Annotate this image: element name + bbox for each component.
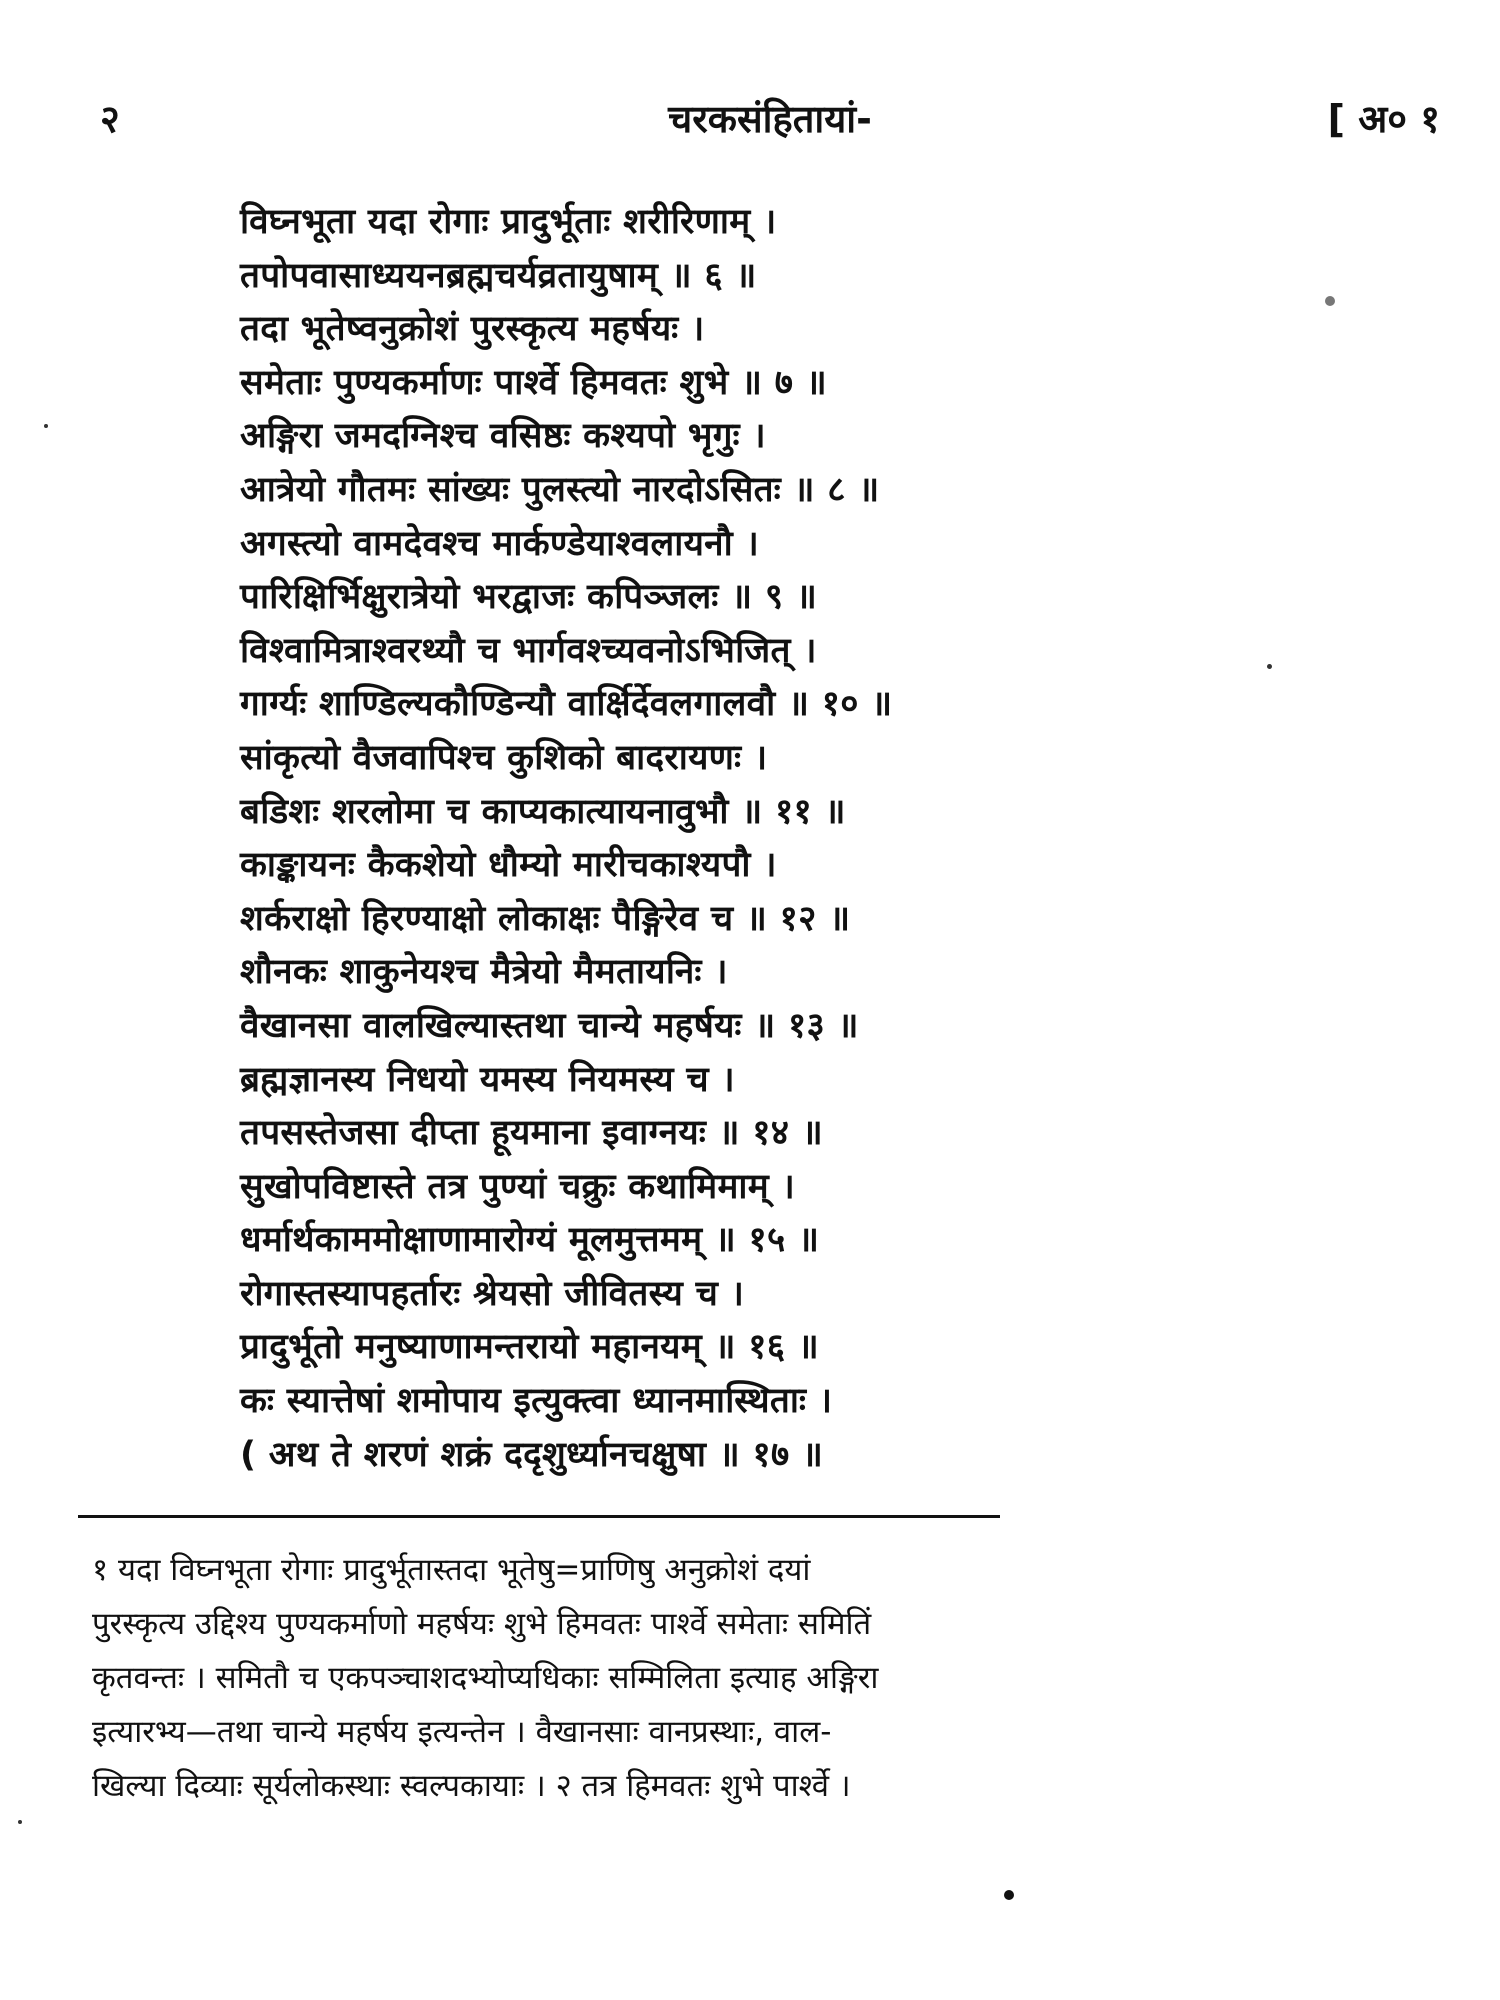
- ink-speck: [1267, 664, 1272, 669]
- footnote-line: इत्यारभ्य—तथा चान्ये महर्षय इत्यन्तेन । वैखानसाः वानप्रस्थाः, वाल-: [92, 1714, 832, 1750]
- verse-line: शर्कराक्षो हिरण्याक्षो लोकाक्षः पैङ्गिरेव च ॥ १२ ॥: [240, 898, 851, 939]
- verse-line: पारिक्षिर्भिक्षुरात्रेयो भरद्वाजः कपिञ्जलः ॥ ९ ॥: [240, 577, 818, 618]
- verse-line: बडिशः शरलोमा च काप्यकात्यायनावुभौ ॥ ११ ॥: [240, 791, 846, 832]
- verse-line: ब्रह्मज्ञानस्य निधयो यमस्य नियमस्य च ।: [240, 1059, 735, 1100]
- verse-line: तपसस्तेजसा दीप्ता हूयमाना इवाग्नयः ॥ १४ ॥: [240, 1113, 824, 1154]
- verse-line: शौनकः शाकुनेयश्च मैत्रेयो मैमतायनिः ।: [240, 952, 728, 993]
- verse-line: रोगास्तस्यापहर्तारः श्रेयसो जीवितस्य च ।: [240, 1273, 745, 1314]
- verse-line: धर्मार्थकाममोक्षाणामारोग्यं मूलमुत्तमम् ॥ १५ ॥: [240, 1220, 820, 1261]
- verse-line: प्रादुर्भूतो मनुष्याणामन्तरायो महानयम् ॥ १६ ॥: [240, 1327, 819, 1368]
- ink-speck: [44, 424, 48, 428]
- verse-line: आत्रेयो गौतमः सांख्यः पुलस्त्यो नारदोऽसितः ॥ ८ ॥: [240, 469, 880, 510]
- verse-line: विघ्नभूता यदा रोगाः प्रादुर्भूताः शरीरिणाम् ।: [240, 202, 777, 242]
- page-header: [100, 92, 1440, 156]
- ink-speck: [18, 1820, 22, 1824]
- footnote-divider: [78, 1515, 1000, 1518]
- verse-line: तदा भूतेष्वनुक्रोशं पुरस्कृत्य महर्षयः ।: [240, 309, 705, 350]
- verse-line: गार्ग्यः शाण्डिल्यकौण्डिन्यौ वार्क्षिर्देवलगालवौ ॥ १० ॥: [240, 684, 893, 725]
- verse-line: कः स्यात्तेषां शमोपाय इत्युक्त्वा ध्यानमास्थिताः ।: [240, 1381, 833, 1422]
- ink-speck: [1325, 296, 1335, 306]
- verse-block: [240, 196, 1370, 1482]
- verse-line: अङ्गिरा जमदग्निश्च वसिष्ठः कश्यपो भृगुः ।: [240, 416, 766, 457]
- verse-line: सांकृत्यो वैजवापिश्च कुशिको बादरायणः ।: [240, 737, 768, 778]
- ink-speck: [1004, 1890, 1014, 1900]
- chapter-reference: [ अ० १: [1327, 97, 1440, 141]
- verse-line: ( अथ ते शरणं शक्रं ददृशुर्ध्यानचक्षुषा ॥ १७ ॥: [240, 1434, 824, 1475]
- verse-line: समेताः पुण्यकर्माणः पार्श्वे हिमवतः शुभे ॥ ७ ॥: [240, 362, 828, 403]
- verse-line: काङ्कायनः कैकशेयो धौम्यो मारीचकाश्यपौ ।: [240, 845, 777, 886]
- footnote-line: पुरस्कृत्य उद्दिश्य पुण्यकर्माणो महर्षयः शुभे हिमवतः पार्श्वे समेताः समितिं: [92, 1606, 872, 1642]
- verse-line: तपोपवासाध्ययनब्रह्मचर्यव्रतायुषाम् ॥ ६ ॥: [240, 255, 757, 296]
- running-title: चरकसंहितायां-: [668, 97, 872, 141]
- verse-line: वैखानसा वालखिल्यास्तथा चान्ये महर्षयः ॥ १३ ॥: [240, 1005, 859, 1046]
- verse-line: विश्वामित्राश्वरथ्यौ च भार्गवश्च्यवनोऽभिजित् ।: [240, 630, 817, 671]
- verse-line: सुखोपविष्टास्ते तत्र पुण्यां चक्रुः कथामिमाम् ।: [240, 1166, 796, 1207]
- footnote-block: [92, 1543, 1442, 1813]
- footnote-line: १ यदा विघ्नभूता रोगाः प्रादुर्भूतास्तदा भूतेषु=प्राणिषु अनुक्रोशं दयां: [92, 1552, 811, 1588]
- footnote-line: खिल्या दिव्याः सूर्यलोकस्थाः स्वल्पकायाः । २ तत्र हिमवतः शुभे पार्श्वे ।: [92, 1768, 851, 1804]
- verse-line: अगस्त्यो वामदेवश्च मार्कण्डेयाश्वलायनौ ।: [240, 523, 760, 564]
- footnote-line: कृतवन्तः । समितौ च एकपञ्चाशदभ्योप्यधिकाः सम्मिलिता इत्याह अङ्गिरा: [92, 1660, 879, 1696]
- page-number: २: [100, 97, 120, 141]
